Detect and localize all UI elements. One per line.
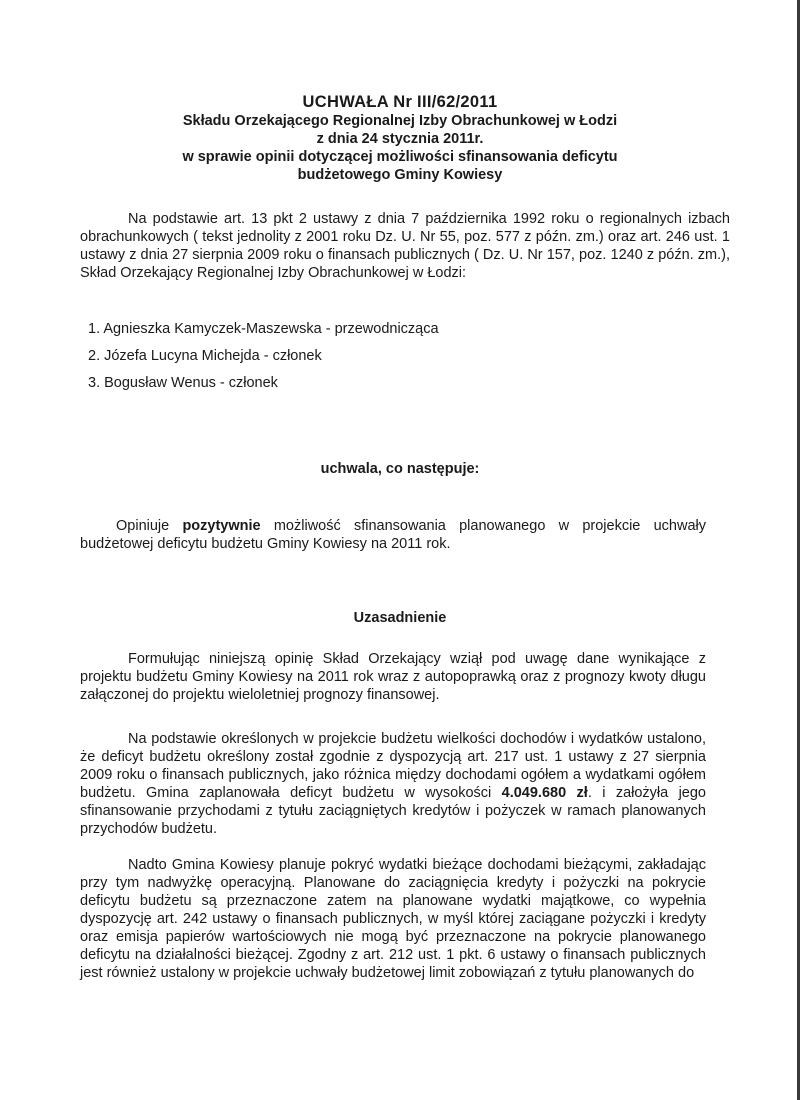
justification-paragraph-3: Nadto Gmina Kowiesy planuje pokryć wydatki bieżące dochodami bieżącymi, zakładając przy tym nadwyżkę operacyjną. Planowane do zaciągnięcia kredyty i pożyczki na pokrycie deficytu budżetu są przeznaczone zatem na planowane wydatki majątkowe, co wypełnia dyspozycję art. 242 ustawy o finansach publicznych, w myśl której zaciągane pożyczki i kredyty oraz emisja papierów wartościowych nie mogą być przeznaczone na pokrycie planowanego deficytu na działalności bieżącej. Zgodny z art. 212 ust. 1 pkt. 6 ustawy o finansach publicznych jest również ustalony w projekcie uchwały budżetowej limit zobowiązań z tytułu planowanych do <box>80 857 706 981</box>
intro-paragraph: Na podstawie art. 13 pkt 2 ustawy z dnia 7 października 1992 roku o regionalnych izbach obrachunkowych ( tekst jednolity z 2001 roku Dz. U. Nr 55, poz. 577 z późn. zm.) oraz art. 246 ust. 1 ustawy z dnia 27 sierpnia 2009 roku o finansach publicznych ( Dz. U. Nr 157, poz. 1240 z późn. zm.), Skład Orzekający Regionalnej Izby Obrachunkowej w Łodzi: <box>80 211 730 281</box>
resolution-title: UCHWAŁA Nr III/62/2011 <box>302 93 498 111</box>
member-item: 2. Józefa Lucyna Michejda - członek <box>88 348 322 364</box>
opinion-text-end: możliwość sfinansowania planowanego w projekcie uchwały budżetowej deficytu budżetu Gminy Kowiesy na 2011 rok. <box>80 518 706 552</box>
subject-line-1: w sprawie opinii dotyczącej możliwości sfinansowania deficytu <box>182 149 618 165</box>
members-list <box>88 320 439 401</box>
opinion-verdict: pozytywnie <box>182 518 261 534</box>
para2-text-end: . i założyła jego sfinansowanie przychodami z tytułu zaciągniętych kredytów i pożyczek w ramach planowanych przychodów budżetu. <box>80 785 706 837</box>
justification-paragraph-2 <box>80 730 706 838</box>
para2-text-start: Na podstawie określonych w projekcie budżetu wielkości dochodów i wydatków ustalono, że deficyt budżetu określony został zgodnie z dyspozycją art. 217 ust. 1 ustawy z 27 sierpnia 2009 roku o finansach publicznych, jako różnica między dochodami ogółem a wydatkami ogółem budżetu. Gmina zaplanowała deficyt budżetu w wysokości <box>80 731 706 801</box>
date-line: z dnia 24 stycznia 2011r. <box>316 131 484 147</box>
document-header <box>80 92 720 184</box>
issuer-line: Składu Orzekającego Regionalnej Izby Obrachunkowej w Łodzi <box>182 113 618 129</box>
resolves-heading: uchwala, co następuje: <box>320 461 480 477</box>
subject-line-2: budżetowego Gminy Kowiesy <box>297 167 503 183</box>
member-item: 3. Bogusław Wenus - członek <box>88 375 278 391</box>
opinion-text-start: Opiniuje <box>116 518 183 534</box>
deficit-amount: 4.049.680 zł <box>501 785 588 801</box>
opinion-paragraph <box>80 517 706 553</box>
justification-paragraph-1: Formułując niniejszą opinię Skład Orzekający wziął pod uwagę dane wynikające z projektu budżetu Gminy Kowiesy na 2011 rok wraz z autopoprawką oraz z prognozy kwoty długu załączonej do projektu wieloletniej prognozy finansowej. <box>80 651 706 703</box>
member-item: 1. Agnieszka Kamyczek-Maszewska - przewodnicząca <box>88 321 439 337</box>
justification-heading: Uzasadnienie <box>353 610 447 626</box>
